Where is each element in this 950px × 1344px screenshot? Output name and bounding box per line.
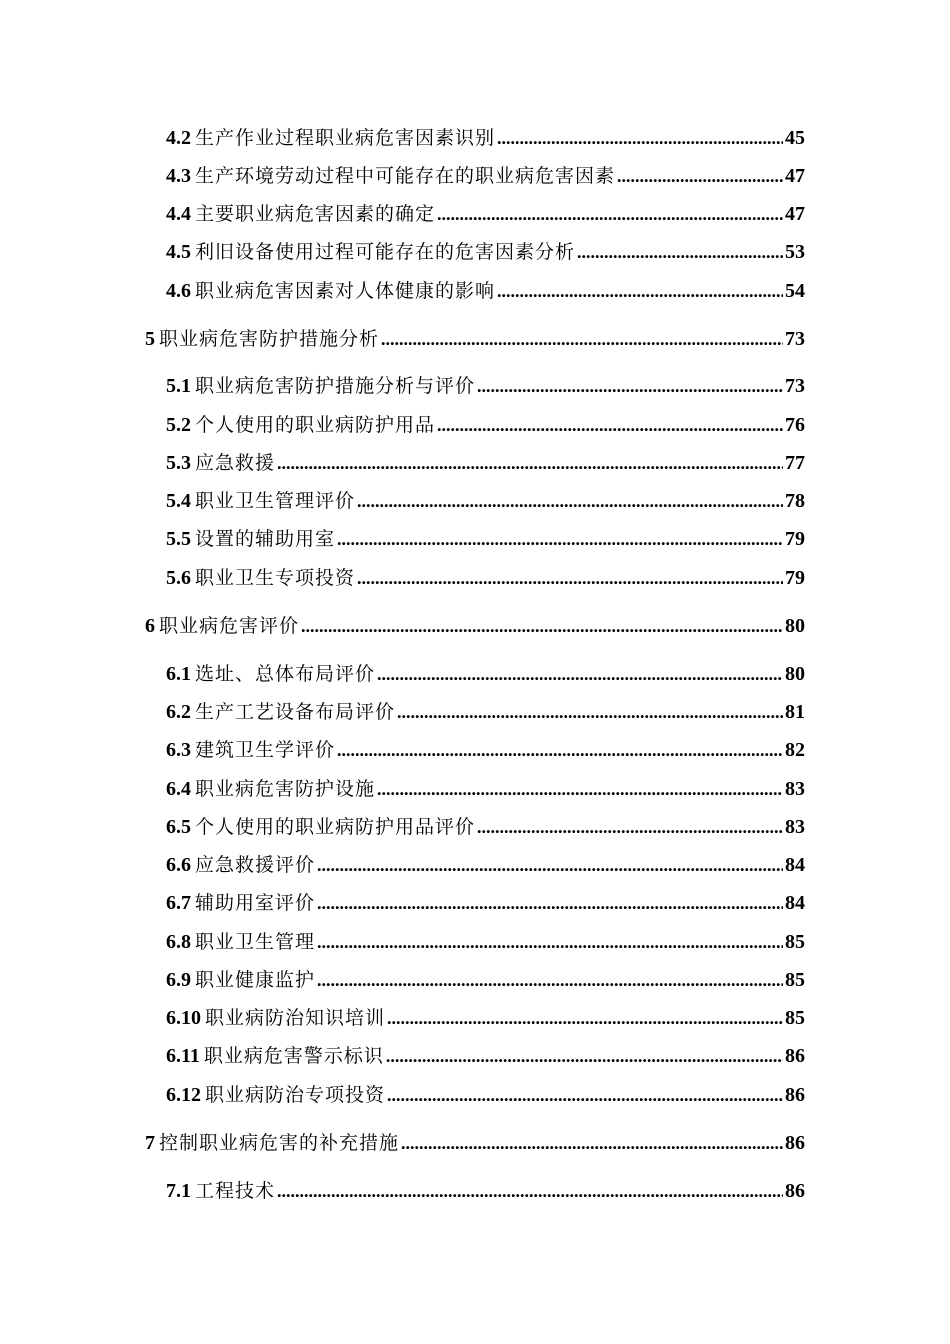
toc-entry-page: 83 <box>785 816 805 838</box>
toc-entry-page: 85 <box>785 969 805 991</box>
toc-dot-leader <box>397 698 783 726</box>
toc-entry[interactable] <box>166 775 805 803</box>
toc-dot-leader <box>357 487 783 515</box>
toc-entry-page: 82 <box>785 739 805 761</box>
toc-entry-number: 6.10 <box>166 1007 201 1029</box>
toc-dot-leader <box>357 564 783 592</box>
toc-entry-title: 职业卫生管理评价 <box>195 490 356 512</box>
toc-entry-title: 设置的辅助用室 <box>195 528 336 550</box>
toc-entry-number: 6.11 <box>166 1045 200 1067</box>
toc-entry[interactable] <box>166 851 805 879</box>
toc-dot-leader <box>437 200 783 228</box>
toc-entry-title: 职业病危害防护措施分析 <box>159 328 380 350</box>
toc-entry[interactable] <box>166 966 805 994</box>
toc-entry[interactable] <box>166 813 805 841</box>
toc-entry-title: 职业病防治知识培训 <box>205 1007 386 1029</box>
toc-entry-page: 86 <box>785 1180 805 1202</box>
toc-entry-number: 6.8 <box>166 931 191 953</box>
toc-entry-title: 生产工艺设备布局评价 <box>195 701 396 723</box>
toc-entry-chapter[interactable] <box>145 612 805 640</box>
toc-entry-page: 47 <box>785 165 805 187</box>
toc-entry-title: 主要职业病危害因素的确定 <box>195 203 436 225</box>
toc-entry-title: 工程技术 <box>195 1180 276 1202</box>
toc-entry[interactable] <box>166 1081 805 1109</box>
toc-entry-title: 个人使用的职业病防护用品 <box>195 414 436 436</box>
toc-entry-title: 职业病危害防护设施 <box>195 778 376 800</box>
toc-entry-title: 建筑卫生学评价 <box>195 739 336 761</box>
toc-entry-page: 83 <box>785 778 805 800</box>
toc-entry-page: 86 <box>785 1045 805 1067</box>
toc-dot-leader <box>317 889 783 917</box>
toc-entry[interactable] <box>166 660 805 688</box>
toc-entry[interactable] <box>166 372 805 400</box>
toc-entry-number: 5.4 <box>166 490 191 512</box>
toc-entry[interactable] <box>166 698 805 726</box>
toc-entry-title: 职业病危害评价 <box>159 615 300 637</box>
toc-entry-title: 职业病防治专项投资 <box>205 1084 386 1106</box>
toc-entry[interactable] <box>166 928 805 956</box>
toc-entry-title: 职业卫生专项投资 <box>195 567 356 589</box>
toc-entry-title: 辅助用室评价 <box>195 892 316 914</box>
toc-entry[interactable] <box>166 736 805 764</box>
toc-entry-number: 6.6 <box>166 854 191 876</box>
toc-entry-number: 7.1 <box>166 1180 191 1202</box>
toc-entry-page: 86 <box>785 1084 805 1106</box>
toc-entry-number: 6.1 <box>166 663 191 685</box>
toc-entry-page: 47 <box>785 203 805 225</box>
toc-dot-leader <box>381 325 783 353</box>
toc-entry[interactable] <box>166 124 805 152</box>
toc-entry[interactable] <box>166 200 805 228</box>
toc-dot-leader <box>317 966 783 994</box>
toc-entry[interactable] <box>166 238 805 266</box>
toc-entry-page: 84 <box>785 854 805 876</box>
toc-dot-leader <box>277 1177 783 1205</box>
toc-dot-leader <box>277 449 783 477</box>
toc-entry-title: 生产作业过程职业病危害因素识别 <box>195 127 496 149</box>
toc-entry[interactable] <box>166 889 805 917</box>
toc-entry-number: 5.5 <box>166 528 191 550</box>
toc-entry-number: 6.2 <box>166 701 191 723</box>
toc-entry-page: 54 <box>785 280 805 302</box>
toc-dot-leader <box>317 851 783 879</box>
toc-entry[interactable] <box>166 1004 805 1032</box>
toc-entry-title: 利旧设备使用过程可能存在的危害因素分析 <box>195 241 576 263</box>
toc-entry-number: 4.2 <box>166 127 191 149</box>
toc-dot-leader <box>377 660 783 688</box>
toc-dot-leader <box>387 1081 783 1109</box>
toc-entry-title: 选址、总体布局评价 <box>195 663 376 685</box>
toc-entry-page: 84 <box>785 892 805 914</box>
toc-dot-leader <box>337 525 783 553</box>
toc-dot-leader <box>301 612 783 640</box>
toc-entry-page: 79 <box>785 567 805 589</box>
toc-dot-leader <box>387 1004 783 1032</box>
toc-entry[interactable] <box>166 162 805 190</box>
toc-entry-number: 7 <box>145 1132 155 1154</box>
toc-entry-page: 45 <box>785 127 805 149</box>
toc-dot-leader <box>386 1042 783 1070</box>
toc-entry[interactable] <box>166 487 805 515</box>
toc-entry-number: 4.5 <box>166 241 191 263</box>
toc-entry-title: 职业病危害警示标识 <box>203 1045 384 1067</box>
toc-entry-number: 5.2 <box>166 414 191 436</box>
toc-dot-leader <box>437 411 783 439</box>
toc-entry-chapter[interactable] <box>145 325 805 353</box>
toc-entry-page: 80 <box>785 615 805 637</box>
toc-entry-page: 85 <box>785 1007 805 1029</box>
toc-entry-title: 个人使用的职业病防护用品评价 <box>195 816 476 838</box>
toc-entry-title: 职业病危害因素对人体健康的影响 <box>195 280 496 302</box>
toc-entry-number: 4.6 <box>166 280 191 302</box>
toc-entry-page: 76 <box>785 414 805 436</box>
toc-entry-number: 6.7 <box>166 892 191 914</box>
toc-entry-number: 6.12 <box>166 1084 201 1106</box>
toc-entry-number: 6.4 <box>166 778 191 800</box>
toc-entry-page: 86 <box>785 1132 805 1154</box>
toc-entry-number: 6.5 <box>166 816 191 838</box>
toc-entry-title: 职业卫生管理 <box>195 931 316 953</box>
toc-entry-title: 职业病危害防护措施分析与评价 <box>195 375 476 397</box>
toc-entry-number: 6.3 <box>166 739 191 761</box>
toc-entry[interactable] <box>166 1042 805 1070</box>
toc-entry[interactable] <box>166 525 805 553</box>
toc-dot-leader <box>401 1129 783 1157</box>
toc-entry-title: 应急救援评价 <box>195 854 316 876</box>
toc-entry-page: 53 <box>785 241 805 263</box>
toc-entry-page: 81 <box>785 701 805 723</box>
toc-entry-number: 6 <box>145 615 155 637</box>
toc-entry-title: 控制职业病危害的补充措施 <box>159 1132 400 1154</box>
toc-entry-page: 73 <box>785 328 805 350</box>
toc-entry-number: 4.3 <box>166 165 191 187</box>
toc-entry-number: 5.3 <box>166 452 191 474</box>
toc-entry-number: 6.9 <box>166 969 191 991</box>
toc-dot-leader <box>497 124 783 152</box>
toc-entry-title: 应急救援 <box>195 452 276 474</box>
toc-dot-leader <box>337 736 783 764</box>
toc-entry[interactable] <box>166 277 805 305</box>
toc-entry-page: 79 <box>785 528 805 550</box>
toc-entry[interactable] <box>166 411 805 439</box>
toc-entry-page: 85 <box>785 931 805 953</box>
toc-dot-leader <box>377 775 783 803</box>
toc-dot-leader <box>577 238 783 266</box>
toc-entry-number: 5.6 <box>166 567 191 589</box>
toc-entry-title: 生产环境劳动过程中可能存在的职业病危害因素 <box>195 165 616 187</box>
toc-entry[interactable] <box>166 449 805 477</box>
toc-entry-page: 78 <box>785 490 805 512</box>
toc-entry-number: 4.4 <box>166 203 191 225</box>
toc-dot-leader <box>497 277 783 305</box>
toc-entry-number: 5 <box>145 328 155 350</box>
toc-dot-leader <box>477 813 783 841</box>
toc-entry-page: 77 <box>785 452 805 474</box>
toc-entry-chapter[interactable] <box>145 1129 805 1157</box>
toc-entry-page: 73 <box>785 375 805 397</box>
toc-entry[interactable] <box>166 1177 805 1205</box>
toc-entry[interactable] <box>166 564 805 592</box>
toc-dot-leader <box>617 162 783 190</box>
toc-dot-leader <box>317 928 783 956</box>
toc-dot-leader <box>477 372 783 400</box>
toc-entry-title: 职业健康监护 <box>195 969 316 991</box>
toc-entry-number: 5.1 <box>166 375 191 397</box>
toc-entry-page: 80 <box>785 663 805 685</box>
